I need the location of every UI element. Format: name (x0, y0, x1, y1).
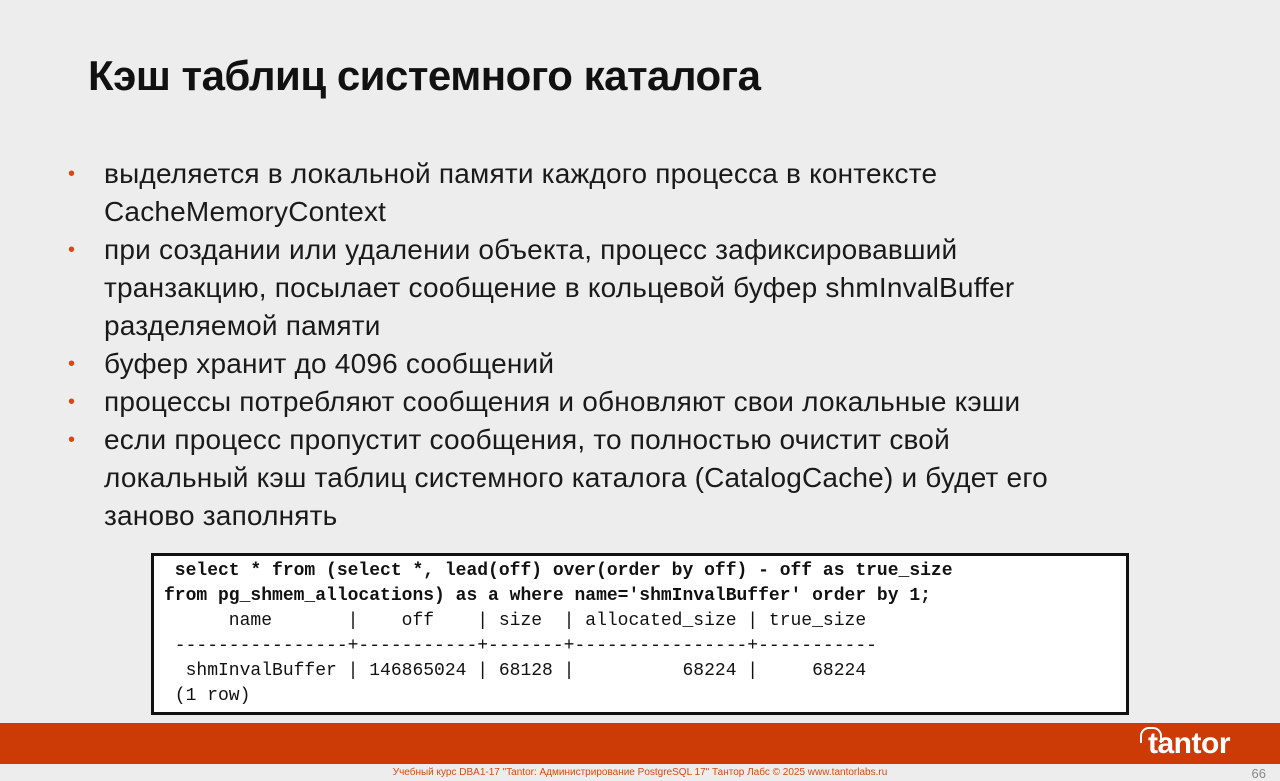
result-footer: (1 row) (164, 686, 251, 706)
result-row: shmInvalBuffer | 146865024 | 68128 | 68224 | 68224 (164, 661, 867, 681)
bullet-marker: • (68, 429, 76, 451)
bullet-line: транзакцию, посылает сообщение в кольцевой буфер shmInvalBuffer (104, 272, 1015, 303)
bullet-line: процессы потребляют сообщения и обновляют свои локальные кэши (104, 386, 1021, 417)
bullet-line: локальный кэш таблиц системного каталога (CatalogCache) и будет его (104, 462, 1048, 493)
logo-text: tantor (1148, 727, 1230, 760)
bullet-item (64, 231, 1254, 345)
bullet-marker: • (68, 391, 76, 413)
slide-title: Кэш таблиц системного каталога (88, 52, 761, 99)
bullet-line: CacheMemoryContext (104, 196, 387, 227)
bullet-item (64, 383, 1254, 421)
bullet-line: заново заполнять (104, 500, 338, 531)
footer-caption: Учебный курс DBA1-17 "Tantor: Администрирование PostgreSQL 17" Тантор Лабс © 2025 www.tantorlabs.ru (392, 767, 888, 778)
tantor-logo (1148, 725, 1230, 763)
logo-arc-icon (1140, 727, 1162, 743)
bullet-line: выделяется в локальной памяти каждого процесса в контексте (104, 158, 938, 189)
result-header: name | off | size | allocated_size | true_size (164, 611, 867, 631)
bullet-item (64, 345, 1254, 383)
bullet-list (64, 155, 1254, 535)
bullet-line: разделяемой памяти (104, 310, 381, 341)
result-separator: ----------------+-----------+-------+----------------+----------- (164, 636, 877, 656)
bullet-line: если процесс пропустит сообщения, то полностью очистит свой (104, 424, 950, 455)
footer-bar (0, 723, 1280, 764)
page-number: 66 (1251, 766, 1266, 781)
bullet-marker: • (68, 239, 76, 261)
bullet-line: буфер хранит до 4096 сообщений (104, 348, 555, 379)
bullet-marker: • (68, 163, 76, 185)
sql-query-line-2: from pg_shmem_allocations) as a where name='shmInvalBuffer' order by 1; (164, 586, 931, 606)
bullet-item (64, 421, 1254, 535)
sql-query-line-1: select * from (select *, lead(off) over(order by off) - off as true_size (164, 561, 953, 581)
code-block (151, 553, 1129, 715)
bullet-line: при создании или удалении объекта, процесс зафиксировавший (104, 234, 958, 265)
bullet-marker: • (68, 353, 76, 375)
bullet-item (64, 155, 1254, 231)
